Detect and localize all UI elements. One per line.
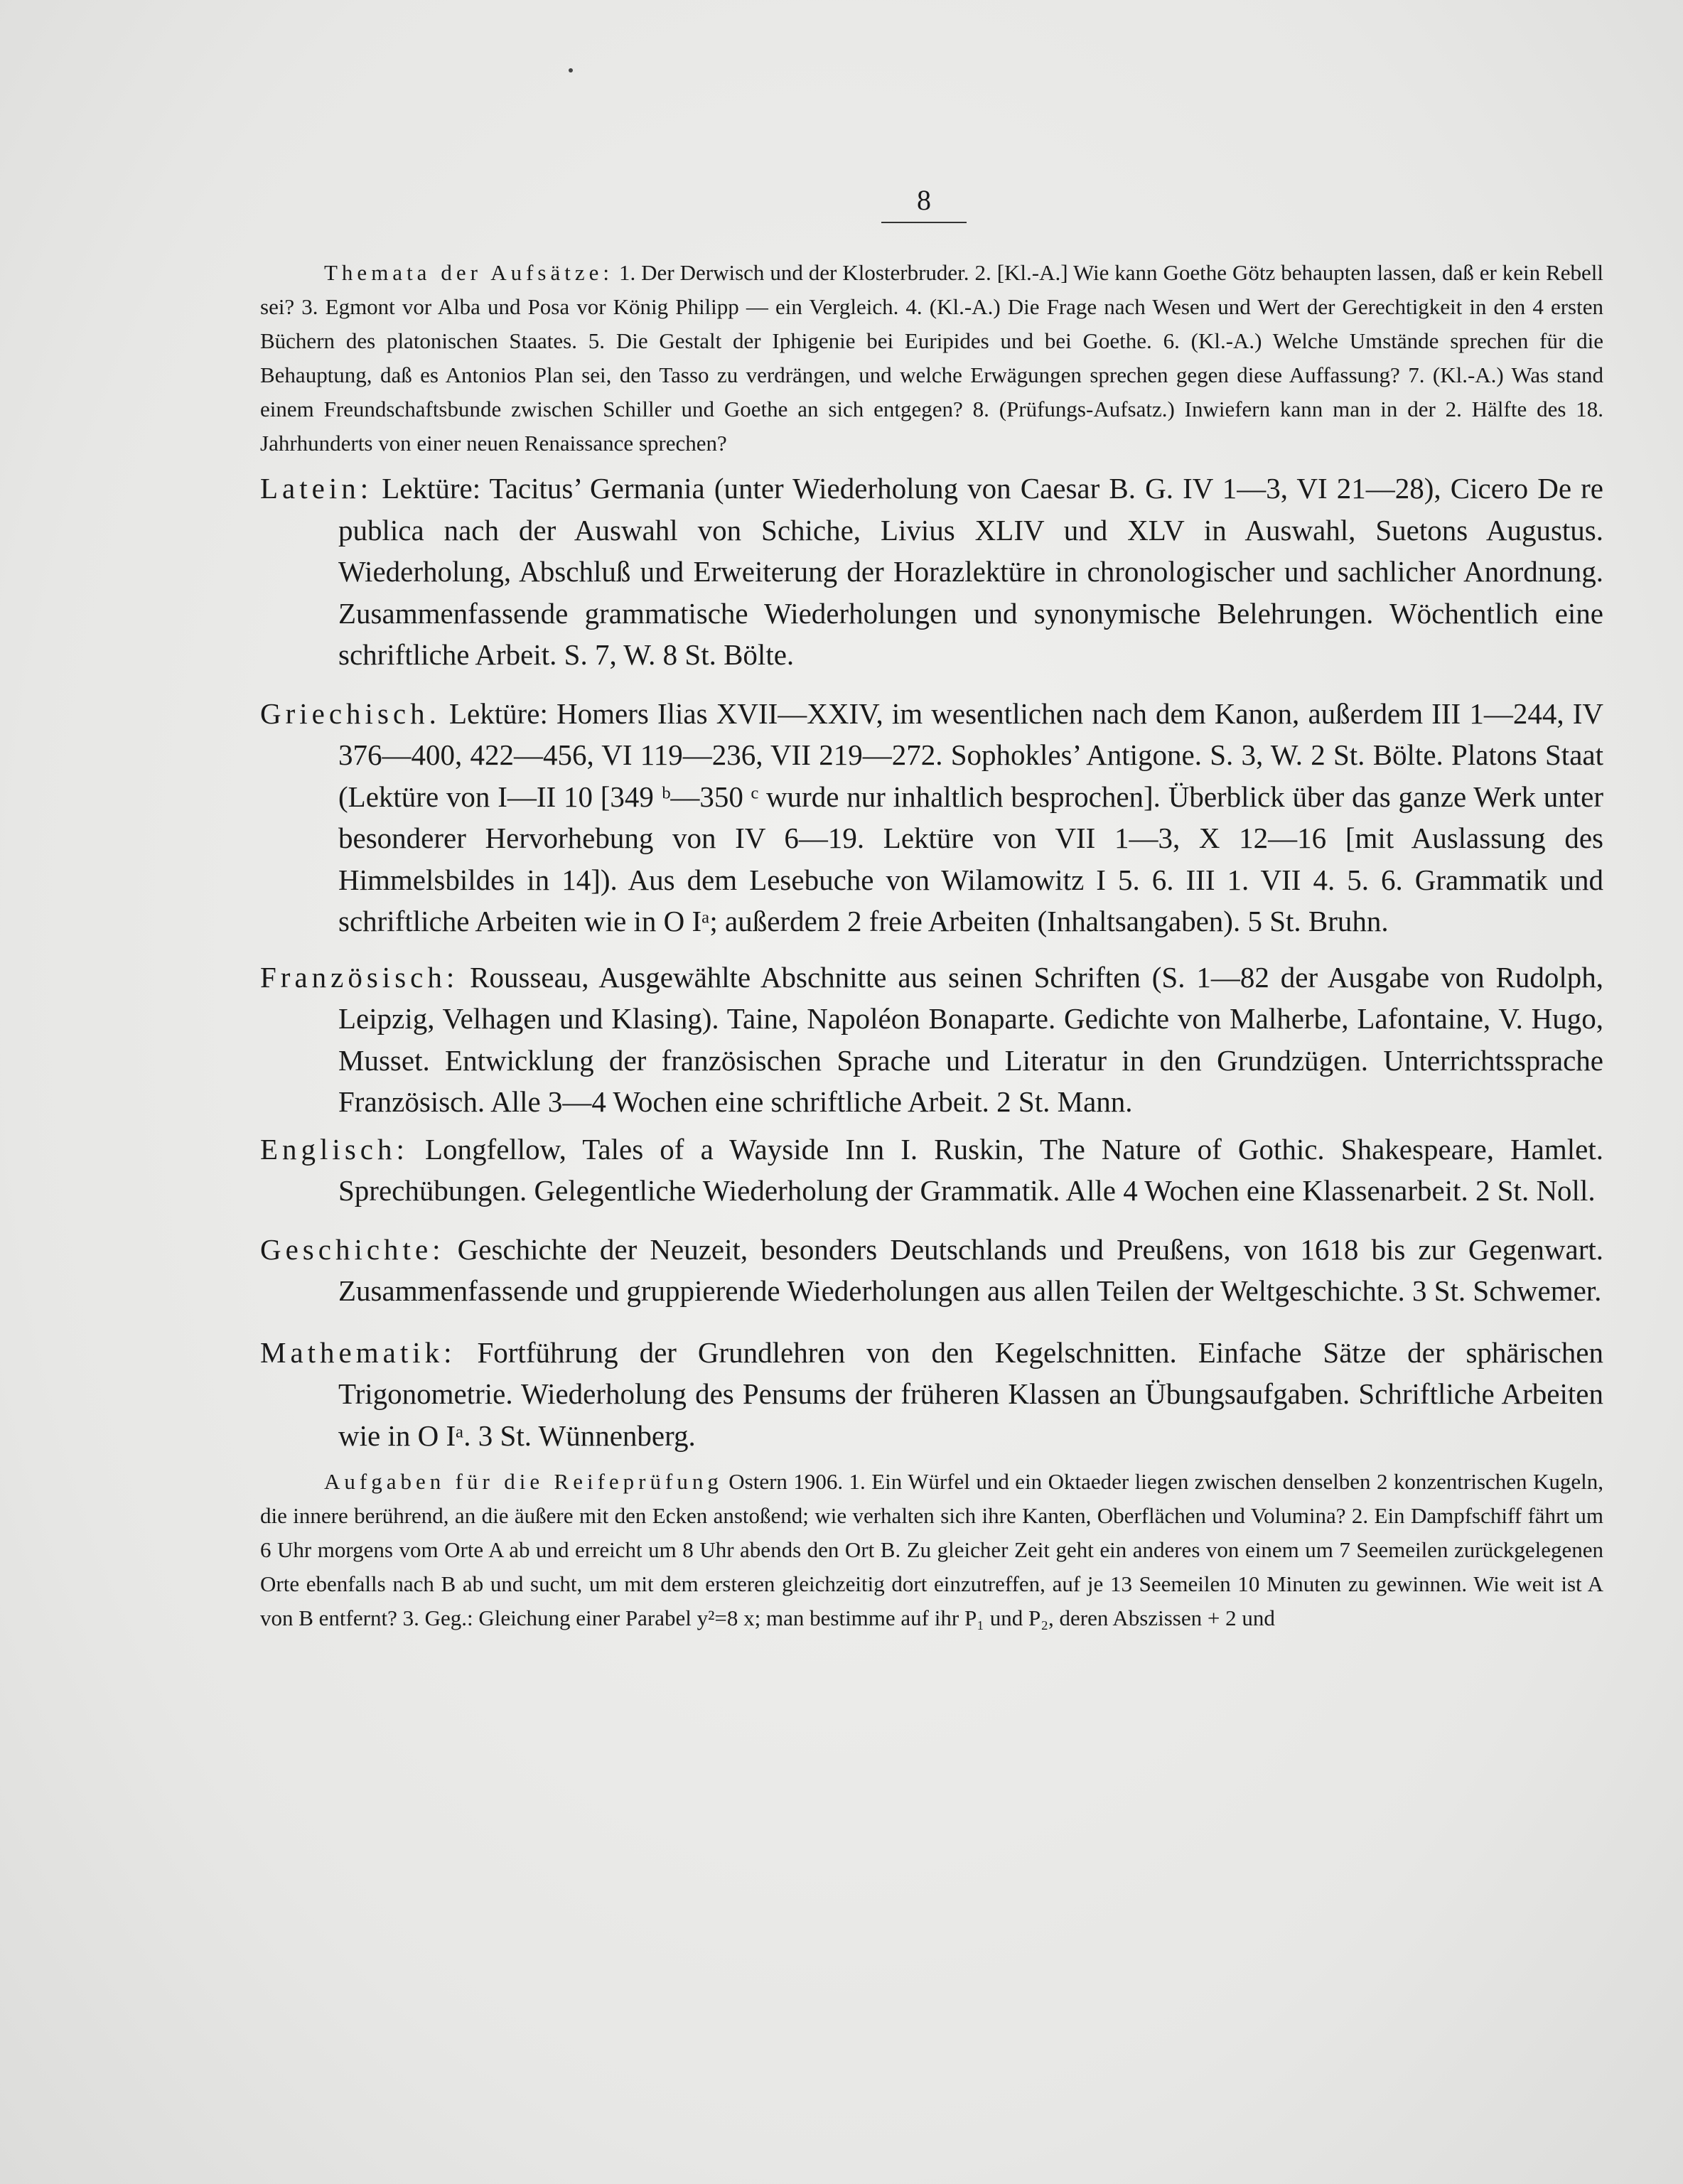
- page-number-rule: [881, 222, 967, 223]
- french-section: [260, 957, 1603, 1123]
- english-text: Longfellow, Tales of a Wayside Inn I. Ruskin, The Nature of Gothic. Shakespeare, Hamlet. Sprechübungen. Gelegentliche Wiederholung der Grammatik. Alle 4 Wochen eine Klassenarbeit. 2 St. Noll.: [338, 1132, 1603, 1207]
- page-number: 8: [917, 184, 931, 216]
- history-text: Geschichte der Neuzeit, besonders Deutschlands und Preußens, von 1618 bis zur Gegenwart. Zusammenfassende und gruppierende Wiederholungen aus allen Teilen der Weltgeschichte. 3 St. Schwemer.: [338, 1232, 1603, 1307]
- essay-topics-heading: Themata der Aufsätze:: [324, 260, 613, 285]
- greek-section: [260, 693, 1603, 942]
- print-speck: [569, 68, 573, 72]
- french-text: Rousseau, Ausgewählte Abschnitte aus seinen Schriften (S. 1—82 der Ausgabe von Rudolph, Leipzig, Velhagen und Klasing). Taine, Napoléon Bonaparte. Gedichte von Malherbe, Lafontaine, V. Hugo, Musset. Entwicklung der französischen Sprache und Literatur in den Grundzügen. Unterrichtssprache Französisch. Alle 3—4 Wochen eine schriftliche Arbeit. 2 St. Mann.: [338, 960, 1603, 1118]
- essay-topics-paragraph: [260, 256, 1603, 461]
- math-heading: Mathematik:: [260, 1335, 456, 1369]
- math-text: Fortführung der Grundlehren von den Kegelschnitten. Einfache Sätze der sphärischen Trigonometrie. Wiederholung des Pensums der früheren Klassen an Übungsaufgaben. Schriftliche Arbeiten wie in O Iᵃ. 3 St. Wünnenberg.: [338, 1335, 1603, 1452]
- french-heading: Französisch:: [260, 960, 459, 994]
- exam-tasks-text: Ostern 1906. 1. Ein Würfel und ein Oktaeder liegen zwischen denselben 2 konzentrischen Kugeln, die innere berührend, an die äußere mit den Ecken anstoßend; wie verhalten sich ihre Kanten, Oberflächen und Volumina? 2. Ein Dampfschiff fährt um 6 Uhr morgens vom Orte A ab und erreicht um 8 Uhr abends den Ort B. Zu gleicher Zeit geht ein anderes von einem um 7 Seemeilen zurückgelegenen Orte ebenfalls nach B ab und sucht, um mit dem ersteren gleichzeitig dort einzutreffen, auf je 13 Seemeilen 10 Minuten zu gewinnen. Wie weit ist A von B entfernt? 3. Geg.: Gleichung einer Parabel y²=8 x; man bestimme auf ihr P₁ und P₂, deren Abszissen + 2 und: [260, 1469, 1603, 1630]
- english-section: [260, 1129, 1603, 1212]
- essay-topics-text: 1. Der Derwisch und der Klosterbruder. 2. [Kl.-A.] Wie kann Goethe Götz behaupten lassen, daß er kein Rebell sei? 3. Egmont vor Alba und Posa vor König Philipp — ein Vergleich. 4. (Kl.-A.) Die Frage nach Wesen und Wert der Gerechtigkeit in den 4 ersten Büchern des platonischen Staates. 5. Die Gestalt der Iphigenie bei Euripides und bei Goethe. 6. (Kl.-A.) Welche Umstände sprechen für die Behauptung, daß es Antonios Plan sei, den Tasso zu verdrängen, und welche Erwägungen sprechen gegen diese Auffassung? 7. (Kl.-A.) Was stand einem Freundschaftsbunde zwischen Schiller und Goethe an sich entgegen? 8. (Prüfungs-Aufsatz.) Inwiefern kann man in der 2. Hälfte des 18. Jahrhunderts von einer neuen Renaissance sprechen?: [260, 260, 1604, 456]
- history-section: [260, 1229, 1603, 1312]
- latin-section: [260, 468, 1603, 676]
- greek-heading: Griechisch.: [260, 696, 441, 730]
- english-heading: Englisch:: [260, 1132, 409, 1166]
- page-body: [260, 256, 1603, 1635]
- exam-tasks-paragraph: [260, 1465, 1603, 1635]
- exam-tasks-heading: Aufgaben für die Reifeprüfung: [324, 1469, 723, 1494]
- greek-text: Lektüre: Homers Ilias XVII—XXIV, im wesentlichen nach dem Kanon, außerdem III 1—244, IV 376—400, 422—456, VI 119—236, VII 219—272. Sophokles’ Antigone. S. 3, W. 2 St. Bölte. Platons Staat (Lektüre von I—II 10 [349 ᵇ—350 ᶜ wurde nur inhaltlich besprochen]. Überblick über das ganze Werk unter besonderer Hervorhebung von IV 6—19. Lektüre von VII 1—3, X 12—16 [mit Auslassung des Himmelsbildes in 14]). Aus dem Lesebuche von Wilamowitz I 5. 6. III 1. VII 4. 5. 6. Grammatik und schriftliche Arbeiten wie in O Iᵃ; außerdem 2 freie Arbeiten (Inhaltsangaben). 5 St. Bruhn.: [338, 696, 1604, 937]
- math-section: [260, 1332, 1603, 1457]
- latin-text: Lektüre: Tacitus’ Germania (unter Wiederholung von Caesar B. G. IV 1—3, VI 21—28), Cicero De re publica nach der Auswahl von Schiche, Livius XLIV und XLV in Auswahl, Suetons Augustus. Wiederholung, Abschluß und Erweiterung der Horazlektüre in chronologischer und sachlicher Anordnung. Zusammenfassende grammatische Wiederholungen und synonymische Belehrungen. Wöchentlich eine schriftliche Arbeit. S. 7, W. 8 St. Bölte.: [338, 472, 1603, 671]
- latin-heading: Latein:: [260, 472, 373, 505]
- history-heading: Geschichte:: [260, 1232, 445, 1266]
